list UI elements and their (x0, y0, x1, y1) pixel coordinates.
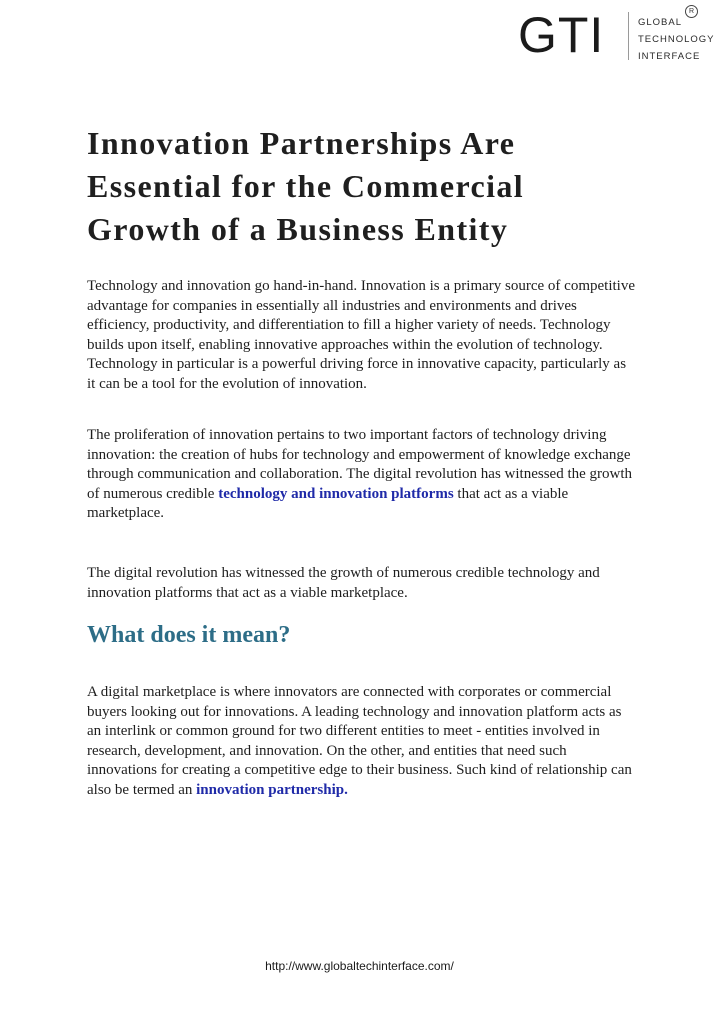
paragraph-text: Technology and innovation go hand-in-hand. Innovation is a primary source of competitive advantage for companies in essentially all industries and environments and drives efficiency, productivity, and differentiation to fill a higher variety of needs. Technology builds upon itself, enabling innovative approaches within the evolution of technology. Technology in particular is a powerful driving force in innovative capacity, particularly as it can be a tool for the evolution of innovation. (87, 278, 635, 392)
logo-mark: GTI (518, 7, 605, 63)
technology-innovation-platforms-link[interactable]: technology and innovation platforms (218, 485, 454, 502)
paragraph-text (87, 426, 635, 524)
proliferation-paragraph (87, 426, 635, 524)
paragraph-text: The digital revolution has witnessed the growth of numerous credible technology and innovation platforms that act as a viable marketplace. (87, 565, 600, 601)
logo-divider (628, 12, 629, 60)
logo-word-global: GLOBAL (638, 17, 683, 28)
innovation-partnership-link[interactable]: innovation partnership. (196, 781, 348, 798)
intro-paragraph (87, 277, 635, 394)
paragraph-text-before: The proliferation of innovation pertains to two important factors of technology driving innovation: the creation of hubs for technology and empowerment of knowledge exchange through communication and collaboration. The digital revolution has witnessed the growth of numerous credible (87, 427, 633, 502)
paragraph-text (87, 683, 635, 800)
logo-word-interface: INTERFACE (638, 51, 701, 62)
paragraph-text-after: that act as a viable marketplace. (87, 485, 569, 521)
marketplace-paragraph (87, 683, 635, 800)
digital-revolution-paragraph (87, 564, 635, 603)
gti-logo (518, 8, 713, 66)
logo-word-technology: TECHNOLOGY (638, 34, 715, 45)
registered-mark-icon: R (685, 5, 698, 18)
section-heading: What does it mean? (87, 622, 291, 648)
page-title: Innovation Partnerships Are Essential for the Commercial Growth of a Business Entity (87, 125, 525, 247)
logo-wordmark (638, 14, 715, 65)
footer-url[interactable]: http://www.globaltechinterface.com/ (265, 959, 454, 973)
paragraph-text-before: A digital marketplace is where innovators are connected with corporates or commercial buyers looking out for innovations. A leading technology and innovation platform acts as an interlink or common ground for two different entities to meet - entities involved in research, development, and innovation. On the other, and entities that need such innovations for creating a competitive edge to their business. Such kind of relationship can also be termed an (87, 684, 632, 798)
